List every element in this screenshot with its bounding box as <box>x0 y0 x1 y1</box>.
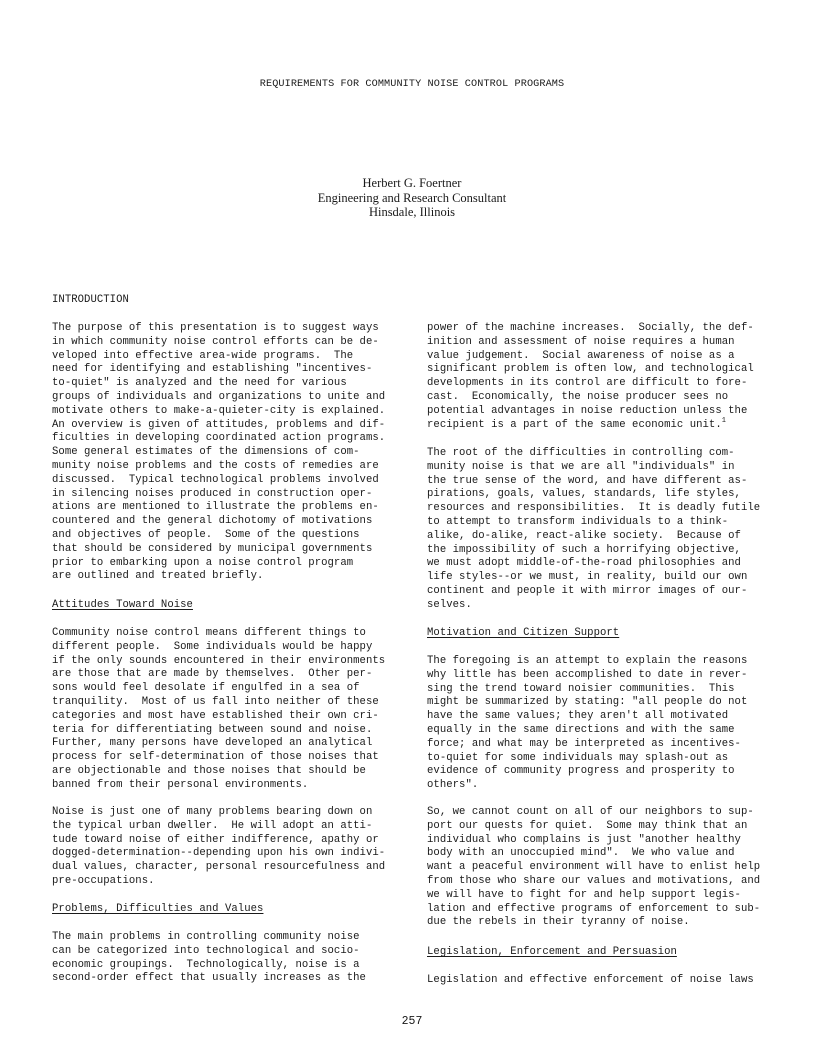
text-line: if the only sounds encountered in their environments <box>52 654 386 667</box>
text-line: resources and responsibilities. It is deadly futile <box>427 502 761 515</box>
text-line: Noise is just one of many problems bearing down on <box>52 806 373 818</box>
problems-continuation-paragraph <box>427 322 782 432</box>
author-name: Herbert G. Foertner <box>362 176 462 190</box>
text-line: dogged-determination--depending upon his own indivi- <box>52 847 386 860</box>
footnote-marker: 1 <box>721 416 727 425</box>
text-line: due the rebels in their tyranny of noise. <box>427 916 690 929</box>
text-line: are objectionable and those noises that should be <box>52 764 366 777</box>
text-line: The foregoing is an attempt to explain the reasons <box>427 655 748 667</box>
text-line: The root of the difficulties in controlling com- <box>427 447 735 459</box>
text-line: dual values, character, personal resourcefulness and <box>52 861 386 874</box>
text-line: The main problems in controlling community noise <box>52 931 360 943</box>
text-line: groups of individuals and organizations to unite and <box>52 390 386 403</box>
text-line: can be categorized into technological and socio- <box>52 944 360 957</box>
text-line: to attempt to transform individuals to a think- <box>427 515 729 528</box>
text-line: discussed. Typical technological problems involved <box>52 473 379 486</box>
text-line: pirations, goals, values, standards, life styles, <box>427 488 741 501</box>
section-heading-motivation: Motivation and Citizen Support <box>427 627 620 639</box>
legislation-paragraph <box>427 974 782 988</box>
text-line: ations are mentioned to illustrate the problems en- <box>52 501 379 514</box>
text-line: alike, do-alike, react-alike society. Because of <box>427 529 741 542</box>
text-line: significant problem is often low, and technological <box>427 363 754 376</box>
text-line: we will have to fight for and help support legis- <box>427 888 741 901</box>
text-line: So, we cannot count on all of our neighbors to sup- <box>427 806 754 818</box>
text-line: tude toward noise of either indifference, apathy or <box>52 833 379 846</box>
text-line: veloped into effective area-wide programs. The <box>52 349 354 362</box>
text-line: economic groupings. Technologically, noise is a <box>52 958 360 971</box>
text-line: in which community noise control efforts can be de- <box>52 335 379 348</box>
text-line: are those that are made by themselves. Other per- <box>52 668 373 681</box>
text-line: potential advantages in noise reduction unless the <box>427 404 748 417</box>
text-line: munity noise is that we are all "individuals" in <box>427 460 735 473</box>
text-line: are outlined and treated briefly. <box>52 570 264 583</box>
text-line: port our quests for quiet. Some may think that an <box>427 819 748 832</box>
text-line: to-quiet for some individuals may splash-out as <box>427 751 729 764</box>
text-line: others". <box>427 779 479 792</box>
text-line: recipient is a part of the same economic unit.$^1$ <box>427 416 727 431</box>
text-line: want a peaceful environment will have to enlist help <box>427 861 761 874</box>
text-line: prior to embarking upon a noise control program <box>52 556 354 569</box>
section-heading-problems: Problems, Difficulties and Values <box>52 903 264 915</box>
text-line: the typical urban dweller. He will adopt an atti- <box>52 819 373 832</box>
text-line: evidence of community progress and prosperity to <box>427 765 735 778</box>
text-line: munity noise problems and the costs of remedies are <box>52 459 379 472</box>
text-line: motivate others to make-a-quieter-city is explained. <box>52 404 386 417</box>
text-line: individual who complains is just "another healthy <box>427 833 741 846</box>
text-line: sons would feel desolate if engulfed in a sea of <box>52 682 360 695</box>
text-line: Further, many persons have developed an analytical <box>52 737 373 750</box>
section-heading-attitudes: Attitudes Toward Noise <box>52 599 193 611</box>
text-line: Legislation and effective enforcement of noise laws <box>427 974 754 986</box>
text-line: value judgement. Social awareness of noise as a <box>427 349 735 362</box>
text-line: to-quiet" is analyzed and the need for various <box>52 377 347 390</box>
author-block <box>0 176 824 220</box>
text-line: from those who share our values and motivations, and <box>427 874 761 887</box>
text-line: need for identifying and establishing "incentives- <box>52 363 373 376</box>
author-location: Hinsdale, Illinois <box>368 205 456 219</box>
text-line: An overview is given of attitudes, problems and dif- <box>52 418 386 431</box>
text-line: the true sense of the word, and have different as- <box>427 474 748 487</box>
text-line: power of the machine increases. Socially, the def- <box>427 322 754 334</box>
text-line: the impossibility of such a horrifying objective, <box>427 543 741 556</box>
section-heading-introduction: INTRODUCTION <box>52 294 129 306</box>
section-heading-legislation: Legislation, Enforcement and Persuasion <box>427 946 677 958</box>
text-line: teria for differentiating between sound and noise. <box>52 723 373 736</box>
text-line: developments in its control are difficult to fore- <box>427 377 748 390</box>
text-line: have the same values; they aren't all motivated <box>427 710 729 723</box>
text-line: Some general estimates of the dimensions of com- <box>52 446 360 459</box>
text-line: lation and effective programs of enforcement to sub- <box>427 902 761 915</box>
motivation-paragraph-1 <box>427 655 782 793</box>
motivation-paragraph-2 <box>427 806 782 930</box>
introduction-paragraph <box>52 322 404 584</box>
text-line: different people. Some individuals would be happy <box>52 640 373 653</box>
text-line: body with an unoccupied mind". We who value and <box>427 847 735 860</box>
text-line: countered and the general dichotomy of motivations <box>52 515 373 528</box>
attitudes-paragraph-1 <box>52 627 404 793</box>
text-line: continent and people it with mirror images of our- <box>427 584 748 597</box>
text-line: process for self-determination of those noises that <box>52 751 379 764</box>
text-line: force; and what may be interpreted as incentives- <box>427 737 741 750</box>
root-paragraph <box>427 447 782 613</box>
author-affiliation: Engineering and Research Consultant <box>317 190 507 205</box>
text-line: that should be considered by municipal governments <box>52 542 373 555</box>
text-line: The purpose of this presentation is to suggest ways <box>52 322 379 334</box>
text-line: ficulties in developing coordinated action programs. <box>52 432 386 445</box>
text-line: life styles--or we must, in reality, build our own <box>427 571 748 584</box>
page-number: 257 <box>401 1015 423 1028</box>
text-line: second-order effect that usually increases as the <box>52 972 366 985</box>
text-line: pre-occupations. <box>52 874 155 887</box>
text-line: and objectives of people. Some of the questions <box>52 528 360 541</box>
text-line: Community noise control means different things to <box>52 627 366 639</box>
text-line: categories and most have established their own cri- <box>52 709 379 722</box>
problems-paragraph <box>52 931 404 986</box>
text-line: sing the trend toward noisier communities. This <box>427 682 735 695</box>
text-line: cast. Economically, the noise producer sees no <box>427 390 729 403</box>
text-line: banned from their personal environments. <box>52 778 309 791</box>
text-line: might be summarized by stating: "all people do not <box>427 696 748 709</box>
text-line: equally in the same directions and with the same <box>427 723 735 736</box>
text-line: tranquility. Most of us fall into neither of these <box>52 695 379 708</box>
paper-title: REQUIREMENTS FOR COMMUNITY NOISE CONTROL PROGRAMS <box>259 79 565 90</box>
text-line: selves. <box>427 598 472 611</box>
text-line: in silencing noises produced in construction oper- <box>52 487 373 500</box>
text-line: why little has been accomplished to date in rever- <box>427 668 748 681</box>
text-line: we must adopt middle-of-the-road philosophies and <box>427 557 741 570</box>
text-line: inition and assessment of noise requires a human <box>427 335 735 348</box>
attitudes-paragraph-2 <box>52 806 404 889</box>
